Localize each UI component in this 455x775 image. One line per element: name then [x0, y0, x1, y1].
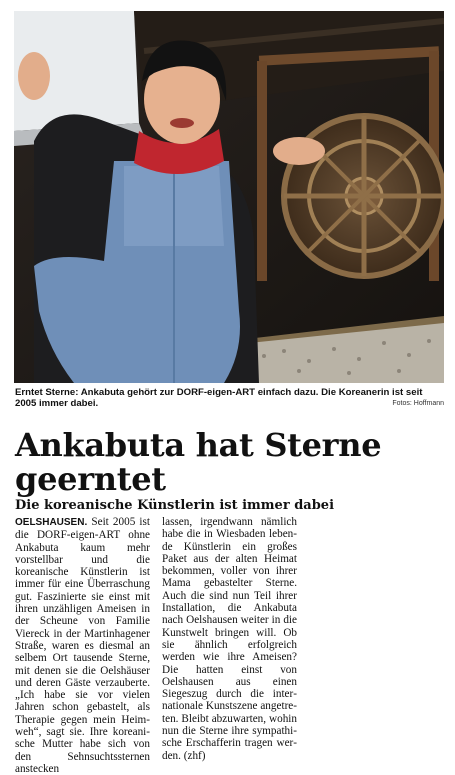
photo-illustration [14, 11, 444, 383]
article-column-2-text: lassen, irgendwann nämlich habe die in Wiesbaden lebende Künstlerin ein großes Paket aus der alten Heimat bekommen, voller von ihrer Mama gebastelter Sterne. Auch die sind nun Teil ihrer Installation, die Ankabuta nach Oelshausen weiter in die Kunstwelt bringen will. Ob sie ähnlich erfolgreich werden wie ihre Ameisen? Die hatten einst von Oelshausen aus einen Siegeszug durch die internationale Kunstszene angetreten. Bleibt abzuwarten, wohin nun die Sterne ihre sympathische Erschafferin tragen werden. (zhf) [162, 516, 297, 762]
article-column-1 [15, 516, 150, 775]
article-subhead: Die koreanische Künstlerin ist immer dabei [15, 498, 335, 513]
article-column-2 [162, 516, 297, 762]
article-headline: Ankabuta hat Sterne geerntet [15, 426, 382, 498]
article-column-1-text: Seit 2005 ist die DORF-eigen-ART ohne Ankabuta kaum mehr vorstellbar und die koreanische Künstlerin ist immer für eine Überraschung gut. Faszinierte sie einst mit ihren unzähligen Ameisen in der Scheune von Familie Viereck in der Martinhagener Straße, waren es diesmal an selbem Ort tausende Sterne, mit denen sie die Oelshäuser und deren Gäste verzauberte. „Ich habe sie vor vielen Jahren schon gebastelt, als Therapie gegen mein Heimweh“, sagt sie. Ihre koreanische Mutter habe sich von den Sehnsuchtssternen anstecken [15, 516, 150, 775]
photo-caption: Erntet Sterne: Ankabuta gehört zur DORF-eigen-ART einfach dazu. Die Koreanerin ist seit 2005 immer dabei. [15, 387, 423, 409]
photo-credit: Fotos: Hoffmann [392, 400, 444, 407]
article-photo [14, 11, 444, 383]
dateline: OELSHAUSEN. [15, 517, 88, 528]
